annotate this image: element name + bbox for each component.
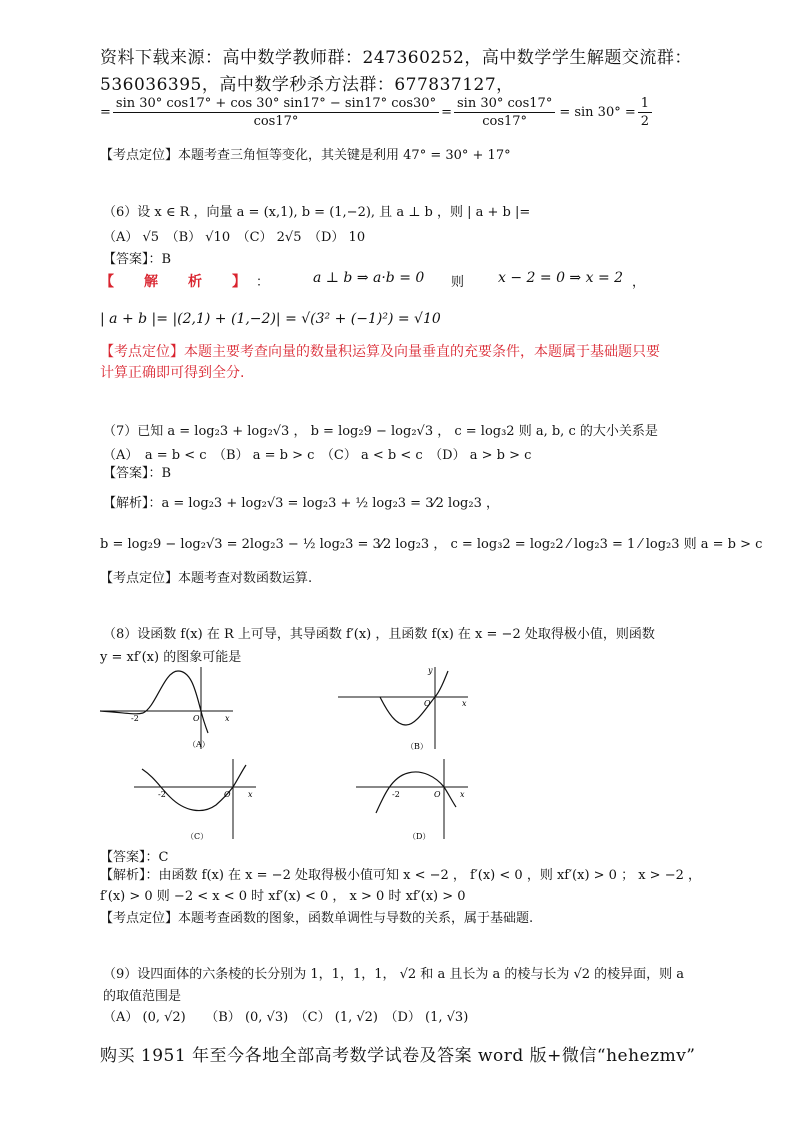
- analysis-colon: ：: [256, 275, 270, 290]
- q9-options: （A） (0, √2) （B） (0, √3) （C） (1, √2) （D） (1, √3): [103, 1010, 469, 1025]
- q8-analysis-2: f′(x) > 0 则 −2 < x < 0 时 xf′(x) < 0 ， x > 0 时 xf′(x) > 0: [100, 889, 466, 904]
- header-line-2: 536036395，高中数学秒杀方法群：677837127，: [100, 75, 514, 95]
- analysis-comma: ，: [632, 275, 646, 290]
- footer-ad: 购买 1951 年至今各地全部高考数学试卷及答案 word 版+微信“hehezmv”: [100, 1046, 696, 1066]
- graph-d-neg2-label: -2: [392, 790, 400, 799]
- q8-point: 【考点定位】本题考查函数的图象，函数单调性与导数的关系，属于基础题.: [100, 911, 534, 926]
- q9-stem-2: 的取值范围是: [103, 989, 182, 1004]
- graph-b: [336, 663, 476, 753]
- fraction-2-denominator: cos17°: [482, 114, 528, 129]
- q7-analysis-2: b = log₂9 − log₂√3 = 2log₂3 − ½ log₂3 = 3⁄2 log₂3 ， c = log₃2 = log₂2 ⁄ log₂3 = 1 ⁄ log₂3 则 a = b > c: [100, 537, 763, 552]
- q7-stem: （7）已知 a = log₂3 + log₂√3 ， b = log₂9 − log₂√3 ， c = log₃2 则 a, b, c 的大小关系是: [103, 424, 658, 439]
- fraction-1-denominator: cos17°: [253, 114, 299, 129]
- eq-end: = sin 30° =: [559, 105, 636, 120]
- q6-point-line-2: 计算正确即可得到全分.: [100, 365, 245, 381]
- graph-c-origin-label: O: [224, 790, 231, 799]
- graph-c-neg2-label: -2: [158, 790, 166, 799]
- analysis-solve: x − 2 = 0 ⇒ x = 2: [498, 270, 624, 286]
- q7-answer: 【答案】：B: [103, 466, 172, 481]
- graph-b-caption: （B）: [406, 742, 428, 751]
- q6-stem: （6）设 x ∈ R ，向量 a = (x,1), b = (1,−2), 且 a ⊥ b ，则 | a + b |=: [103, 205, 531, 220]
- point-text: 本题考查三角恒等变化，其关键是利用 47° = 30° + 17°: [178, 148, 511, 163]
- fraction-2: [454, 96, 555, 129]
- eq-mid: =: [441, 105, 452, 120]
- fraction-1-numerator: sin 30° cos17° + cos 30° sin17° − sin17° cos30°: [113, 96, 439, 113]
- graph-d: [352, 755, 472, 845]
- q7-point: 【考点定位】本题考查对数函数运算.: [100, 571, 313, 586]
- graph-a-neg2-label: -2: [131, 714, 139, 723]
- fraction-3-numerator: 1: [638, 96, 652, 113]
- graph-c-caption: （C）: [186, 832, 209, 841]
- q8-stem-2: y = xf′(x) 的图象可能是: [100, 650, 242, 665]
- graph-a: [98, 663, 238, 751]
- q5-equation: [100, 96, 654, 129]
- graph-c-x-label: x: [248, 790, 253, 799]
- graph-a-x-label: x: [225, 714, 230, 723]
- q6-analysis-row: [100, 270, 720, 292]
- graph-c: [130, 755, 260, 845]
- graph-d-caption: （D）: [408, 832, 431, 841]
- q8-analysis-1: 【解析】：由函数 f(x) 在 x = −2 处取得极小值可知 x < −2 ， f′(x) < 0 ，则 xf′(x) > 0 ； x > −2 ，: [100, 868, 701, 883]
- q9-stem-1: （9）设四面体的六条棱的长分别为 1，1，1，1， √2 和 a 且长为 a 的棱与长为 √2 的棱异面，则 a: [103, 967, 685, 982]
- graph-d-x-label: x: [460, 790, 465, 799]
- header-line-1: 资料下载来源：高中数学教师群：247360252，高中数学学生解题交流群：: [100, 48, 692, 68]
- graph-b-origin-label: O: [424, 699, 431, 708]
- graph-d-origin-label: O: [434, 790, 441, 799]
- fraction-3: [638, 96, 652, 129]
- q6-point-line-1: 【考点定位】本题主要考查向量的数量积运算及向量垂直的充要条件，本题属于基础题只要: [100, 344, 660, 360]
- q6-options: （A） √5 （B） √10 （C） 2√5 （D） 10: [103, 230, 366, 245]
- graph-a-origin-label: O: [193, 714, 200, 723]
- fraction-1: [113, 96, 439, 129]
- q6-analysis-calc: | a + b |= |(2,1) + (1,−2)| = √(3² + (−1)²) = √10: [100, 311, 441, 327]
- graph-b-y-label: y: [428, 666, 433, 675]
- fraction-2-numerator: sin 30° cos17°: [454, 96, 555, 113]
- analysis-then: 则: [451, 275, 465, 290]
- point-tag: 【考点定位】: [100, 148, 179, 163]
- q8-stem-1: （8）设函数 f(x) 在 R 上可导，其导函数 f′(x) ，且函数 f(x) 在 x = −2 处取得极小值，则函数: [103, 627, 655, 642]
- analysis-perp: a ⊥ b ⇒ a·b = 0: [313, 270, 425, 286]
- q7-analysis-1: 【解析】：a = log₂3 + log₂√3 = log₂3 + ½ log₂3 = 3⁄2 log₂3 ，: [103, 496, 499, 511]
- eq-prefix: =: [100, 105, 111, 120]
- q7-options: （A） a = b < c （B） a = b > c （C） a < b < c （D） a > b > c: [103, 448, 532, 463]
- analysis-tag: 【 解 析 】: [100, 274, 254, 290]
- fraction-3-denominator: 2: [640, 114, 650, 129]
- graph-b-x-label: x: [462, 699, 467, 708]
- q8-answer: 【答案】：C: [100, 850, 169, 865]
- q5-point: [100, 144, 511, 163]
- q6-answer: 【答案】：B: [103, 252, 172, 267]
- graph-a-caption: （A）: [188, 740, 210, 749]
